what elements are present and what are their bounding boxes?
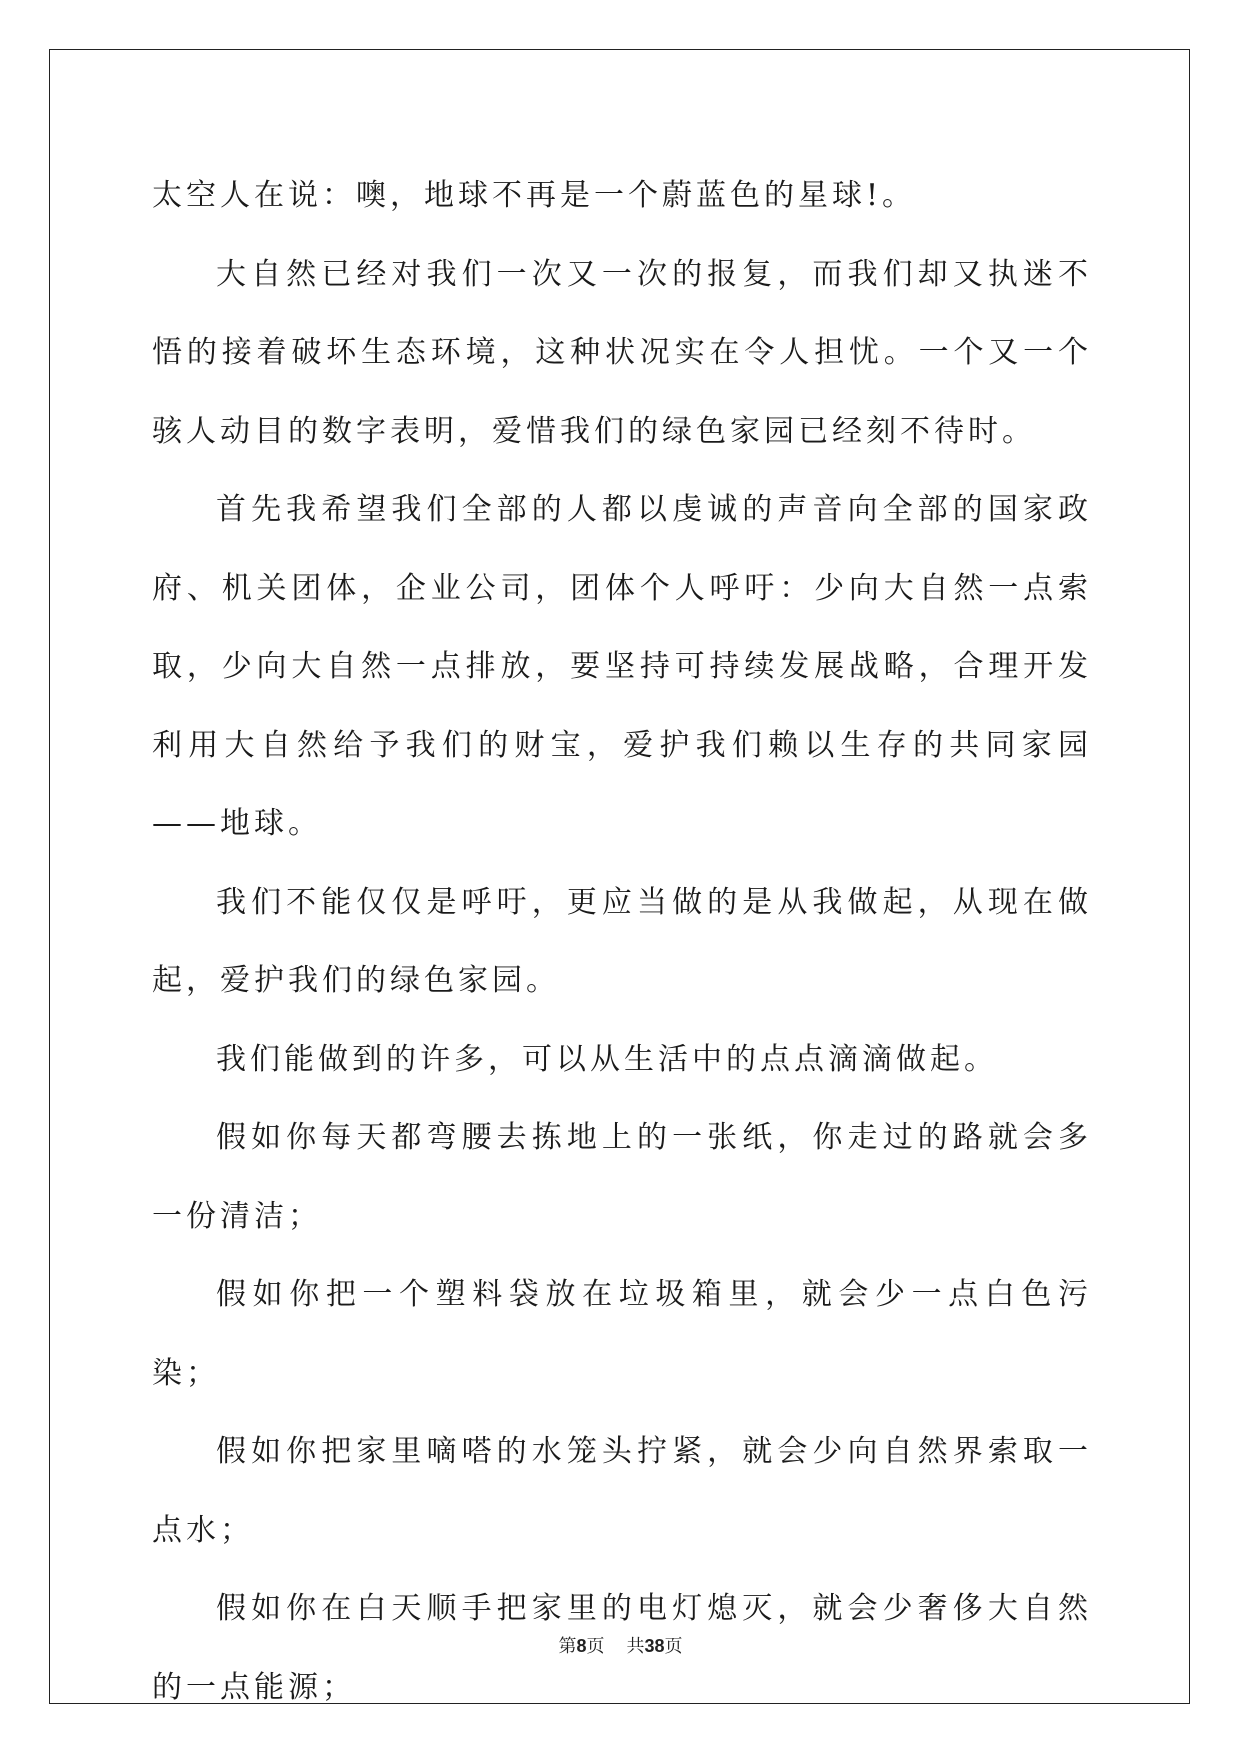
page-footer xyxy=(0,1632,1241,1658)
page-number: 8 xyxy=(576,1636,587,1656)
paragraph-7: 假如你把一个塑料袋放在垃圾箱里，就会少一点白色污染； xyxy=(152,1277,1092,1391)
paragraph-6: 假如你每天都弯腰去拣地上的一张纸，你走过的路就会多一份清洁； xyxy=(152,1120,1092,1234)
paragraph-3: 首先我希望我们全部的人都以虔诚的声音向全部的国家政府、机关团体，企业公司，团体个人呼吁：少向大自然一点索取，少向大自然一点排放，要坚持可持续发展战略，合理开发利用大自然给予我们的财宝，爱护我们赖以生存的共同家园——地球。 xyxy=(152,492,1092,841)
paragraph-9: 假如你在白天顺手把家里的电灯熄灭，就会少奢侈大自然的一点能源； xyxy=(152,1591,1092,1705)
total-prefix: 共 xyxy=(626,1636,645,1657)
paragraph-1: 太空人在说：噢，地球不再是一个蔚蓝色的星球!。 xyxy=(152,178,917,213)
total-suffix: 页 xyxy=(664,1636,683,1657)
page-suffix: 页 xyxy=(586,1636,605,1657)
paragraph-8: 假如你把家里嘀嗒的水笼头拧紧，就会少向自然界索取一点水； xyxy=(152,1434,1092,1548)
paragraph-2: 大自然已经对我们一次又一次的报复，而我们却又执迷不悟的接着破坏生态环境，这种状况实在令人担忧。一个又一个骇人动目的数字表明，爱惜我们的绿色家园已经刻不待时。 xyxy=(152,256,1092,449)
page-prefix: 第 xyxy=(558,1636,577,1657)
paragraph-5: 我们能做到的许多，可以从生活中的点点滴滴做起。 xyxy=(216,1041,998,1077)
total-pages: 38 xyxy=(644,1636,665,1656)
document-body xyxy=(152,157,1092,1727)
paragraph-4: 我们不能仅仅是呼吁，更应当做的是从我做起，从现在做起，爱护我们的绿色家园。 xyxy=(152,884,1092,998)
